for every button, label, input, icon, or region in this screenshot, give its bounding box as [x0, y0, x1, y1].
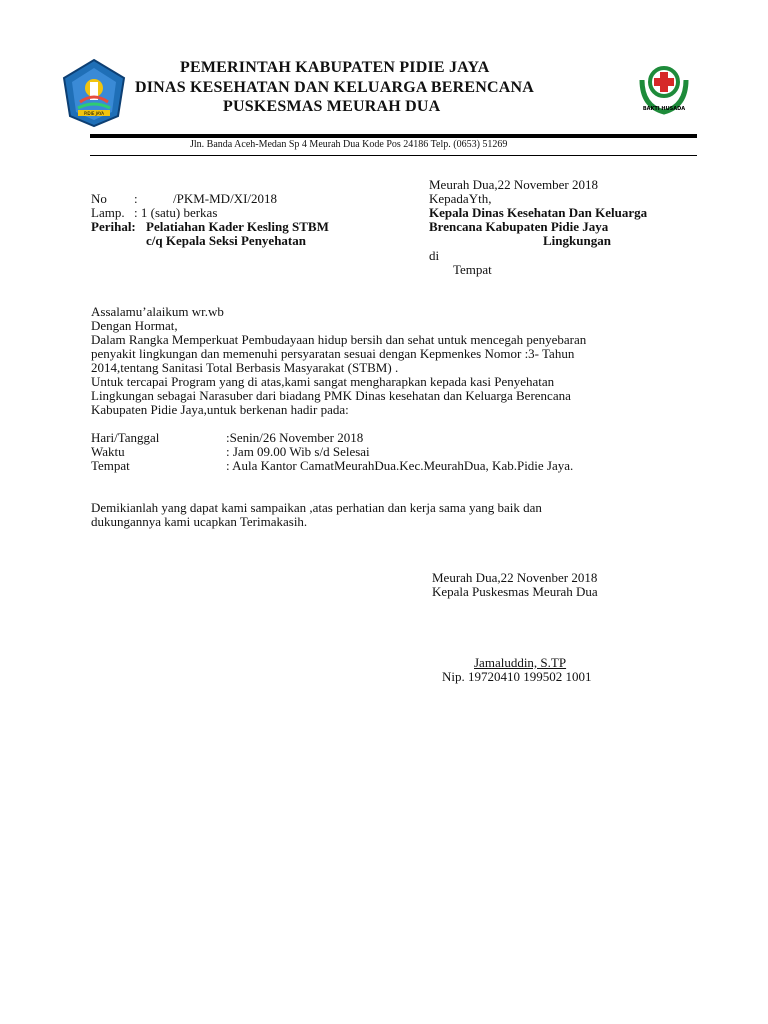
no-value: /PKM-MD/XI/2018: [173, 191, 278, 206]
header-line-1: PEMERINTAH KABUPATEN PIDIE JAYA: [180, 59, 490, 76]
schedule-value-day: :Senin/26 November 2018: [226, 430, 364, 445]
recipient-line-3: Lingkungan: [543, 233, 611, 248]
schedule-value-place: : Aula Kantor CamatMeurahDua.Kec.MeurahDua, Kab.Pidie Jaya.: [226, 458, 574, 473]
signature-nip: Nip. 19720410 199502 1001: [442, 669, 592, 684]
no-sep: :: [134, 191, 138, 206]
hormat-text: Dengan Hormat,: [91, 318, 178, 333]
recipient-greeting: KepadaYth,: [429, 191, 492, 206]
logo-left-text: PIDIE JAYA: [83, 111, 105, 116]
recipient-tempat: Tempat: [453, 262, 492, 277]
schedule-label-time: Waktu: [91, 444, 125, 459]
paragraph-2-line-2: Lingkungan sebagai Narasuber dari biadang PMK Dinas kesehatan dan Keluarga Berencana: [91, 388, 571, 403]
header-line-2: DINAS KESEHATAN DAN KELUARGA BERENCANA: [135, 79, 535, 96]
salam-text: Assalamu’alaikum wr.wb: [91, 304, 224, 319]
paragraph-1-line-3: 2014,tentang Sanitasi Total Berbasis Masyarakat (STBM) .: [91, 360, 399, 375]
paragraph-2-line-3: Kabupaten Pidie Jaya,untuk berkenan hadir pada:: [91, 402, 349, 417]
perihal-value: Pelatiahan Kader Kesling STBM: [146, 219, 329, 234]
perihal-label: Perihal:: [91, 219, 136, 234]
closing-line-2: dukungannya kami ucapkan Terimakasih.: [91, 514, 308, 529]
recipient-line-2: Brencana Kabupaten Pidie Jaya: [429, 219, 609, 234]
bakti-husada-logo-icon: [636, 58, 692, 116]
lamp-value: : 1 (satu) berkas: [134, 205, 218, 220]
header-address: Jln. Banda Aceh-Medan Sp 4 Meurah Dua Kode Pos 24186 Telp. (0653) 51269: [190, 139, 508, 150]
header-rule-thin: [90, 155, 697, 156]
perihal-sub: c/q Kepala Seksi Penyehatan: [146, 233, 306, 248]
paragraph-2-line-1: Untuk tercapai Program yang di atas,kami sangat mengharapkan kepada kasi Penyehatan: [91, 374, 555, 389]
letter-date: Meurah Dua,22 November 2018: [429, 177, 598, 192]
recipient-di: di: [429, 248, 440, 263]
lamp-label: Lamp.: [91, 205, 125, 220]
signature-title: Kepala Puskesmas Meurah Dua: [432, 584, 598, 599]
schedule-value-time: : Jam 09.00 Wib s/d Selesai: [226, 444, 370, 459]
paragraph-1-line-2: penyakit lingkungan dan memenuhi persyaratan sesuai dengan Kepmenkes Nomor :3- Tahun: [91, 346, 575, 361]
header-rule-thick: [90, 134, 697, 138]
schedule-label-place: Tempat: [91, 458, 130, 473]
signature-name: Jamaluddin, S.TP: [474, 655, 567, 670]
header-line-3: PUSKESMAS MEURAH DUA: [223, 98, 441, 115]
pidie-jaya-emblem-icon: [60, 58, 128, 128]
signature-date: Meurah Dua,22 Novenber 2018: [432, 570, 598, 585]
paragraph-1-line-1: Dalam Rangka Memperkuat Pembudayaan hidup bersih dan sehat untuk mencegah penyebaran: [91, 332, 587, 347]
recipient-line-1: Kepala Dinas Kesehatan Dan Keluarga: [429, 205, 648, 220]
logo-right-text: BAKTI HUSADA: [642, 106, 686, 112]
schedule-label-day: Hari/Tanggal: [91, 430, 160, 445]
no-label: No: [91, 191, 107, 206]
closing-line-1: Demikianlah yang dapat kami sampaikan ,atas perhatian dan kerja sama yang baik dan: [91, 500, 542, 515]
